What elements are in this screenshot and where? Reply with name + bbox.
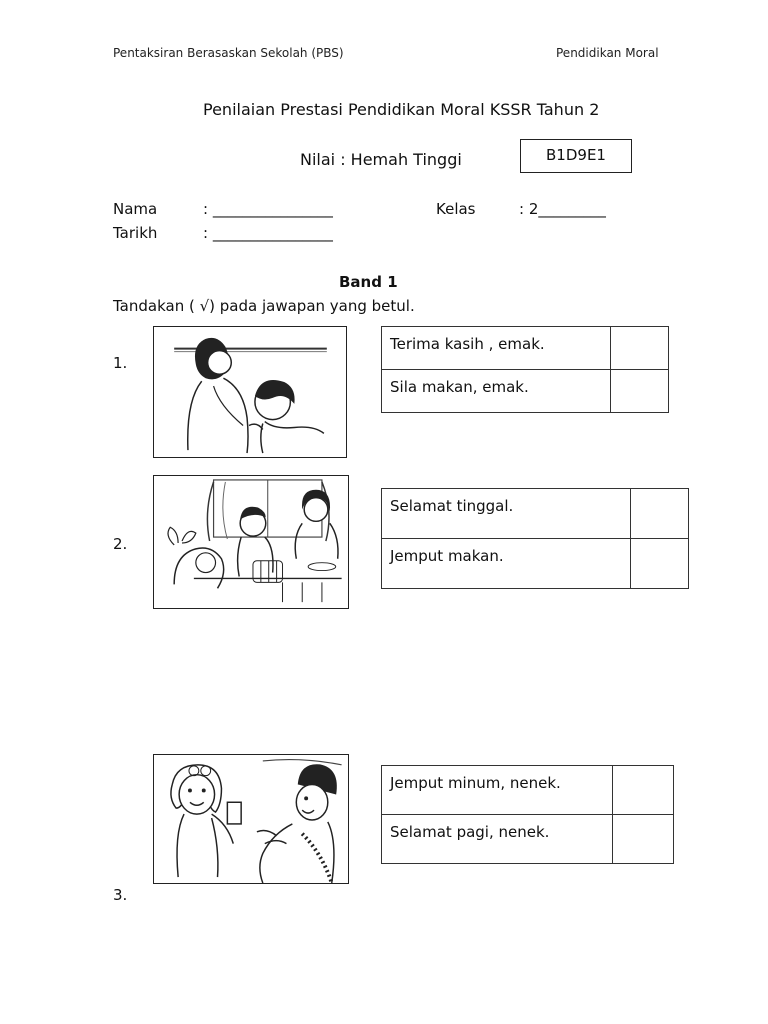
question-2-illustration: [153, 475, 349, 609]
child-thanking-mother-drawing: [154, 327, 346, 457]
question-number: 3.: [113, 886, 128, 904]
header-left: Pentaksiran Berasaskan Sekolah (PBS): [113, 46, 344, 60]
question-1-illustration: [153, 326, 347, 458]
option-row: [382, 815, 674, 864]
header-right: Pendidikan Moral: [556, 46, 659, 60]
option-text: Selamat tinggal.: [382, 489, 631, 539]
option-text: Sila makan, emak.: [382, 370, 611, 413]
question-number: 2.: [113, 535, 128, 553]
code-box: [520, 139, 632, 173]
option-row: [382, 539, 689, 589]
tarikh-label: Tarikh: [113, 224, 158, 242]
option-checkbox[interactable]: [613, 766, 674, 815]
nama-field[interactable]: : ________________: [203, 200, 333, 218]
nilai-label: Nilai : Hemah Tinggi: [300, 150, 462, 169]
option-row: [382, 327, 669, 370]
option-checkbox[interactable]: [631, 489, 689, 539]
option-text: Jemput makan.: [382, 539, 631, 589]
option-checkbox[interactable]: [611, 327, 669, 370]
kelas-label: Kelas: [436, 200, 476, 218]
question-3-options: [381, 765, 674, 864]
option-text: Terima kasih , emak.: [382, 327, 611, 370]
nama-label: Nama: [113, 200, 158, 218]
option-row: [382, 766, 674, 815]
instruction: Tandakan ( √) pada jawapan yang betul.: [113, 297, 415, 315]
option-checkbox[interactable]: [611, 370, 669, 413]
option-row: [382, 489, 689, 539]
family-dining-drawing: [154, 476, 348, 608]
option-checkbox[interactable]: [631, 539, 689, 589]
code-text: B1D9E1: [546, 146, 606, 164]
option-text: Selamat pagi, nenek.: [382, 815, 613, 864]
question-number: 1.: [113, 354, 128, 372]
tarikh-field[interactable]: : ________________: [203, 224, 333, 242]
band-heading: Band 1: [339, 273, 398, 291]
page-title: Penilaian Prestasi Pendidikan Moral KSSR Tahun 2: [203, 100, 600, 119]
option-row: [382, 370, 669, 413]
kelas-field[interactable]: : 2_________: [519, 200, 606, 218]
option-checkbox[interactable]: [613, 815, 674, 864]
question-3-illustration: [153, 754, 349, 884]
question-1-options: [381, 326, 669, 413]
option-text: Jemput minum, nenek.: [382, 766, 613, 815]
question-2-options: [381, 488, 689, 589]
girl-serving-drink-drawing: [154, 755, 348, 883]
